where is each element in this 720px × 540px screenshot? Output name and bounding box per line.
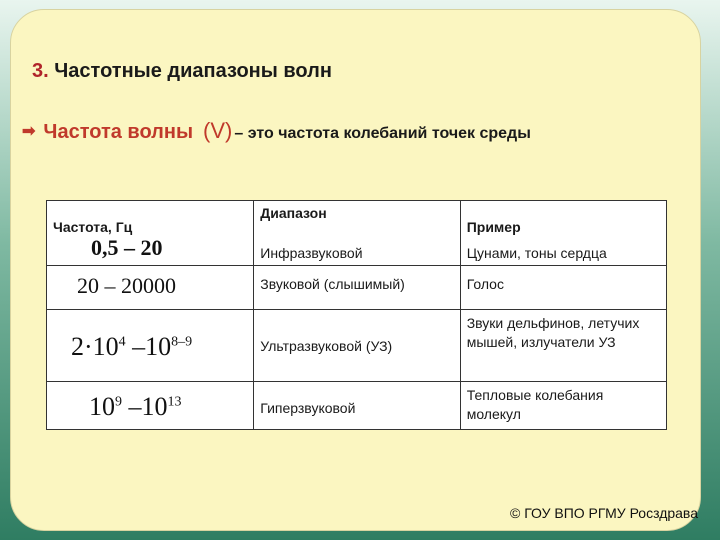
table-row [47, 201, 667, 266]
header-frequency: Частота, Гц 0,5 – 20 [47, 201, 254, 266]
range-cell-4: Гиперзвуковой [260, 400, 356, 416]
arrow-bullet-icon: ➡ [22, 123, 36, 140]
freq-cell-1: 0,5 – 20 [91, 235, 163, 260]
example-cell-1: Цунами, тоны сердца [466, 245, 607, 261]
definition-term: Частота волны [43, 121, 194, 143]
title-text: Частотные диапазоны волн [54, 60, 332, 82]
example-cell-3: Звуки дельфинов, летучих мышей, излучатели УЗ [466, 315, 640, 350]
copyright-footer: © ГОУ ВПО РГМУ Росздрава [509, 505, 698, 521]
example-cell-2: Голос [466, 276, 504, 292]
frequency-table [46, 200, 667, 430]
definition-symbol: (V) [203, 118, 233, 143]
definition-line [22, 118, 531, 144]
table-row [47, 382, 667, 430]
example-cell-header [460, 201, 666, 266]
freq-cell-2: 20 – 20000 [77, 273, 176, 298]
table-row [47, 310, 667, 382]
example-cell-4: Тепловые колебания молекул [466, 387, 604, 422]
header-range: Диапазон [260, 205, 327, 221]
range-cell-2: Звуковой (слышимый) [260, 276, 405, 292]
title-number: 3. [32, 60, 49, 82]
definition-text: – это частота колебаний точек среды [234, 125, 531, 142]
range-cell-3: Ультразвуковой (УЗ) [260, 338, 393, 354]
freq-cell-4: $10^9$ $-10^{13}$ [89, 392, 182, 421]
range-cell-1: Инфразвуковой [260, 245, 363, 261]
table-row [47, 266, 667, 310]
header-example: Пример [466, 219, 521, 235]
range-cell-header [254, 201, 460, 266]
freq-cell-3: $2\cdot 10^4$ –10$^{8-9}$ [71, 332, 193, 361]
slide-title [32, 60, 332, 83]
